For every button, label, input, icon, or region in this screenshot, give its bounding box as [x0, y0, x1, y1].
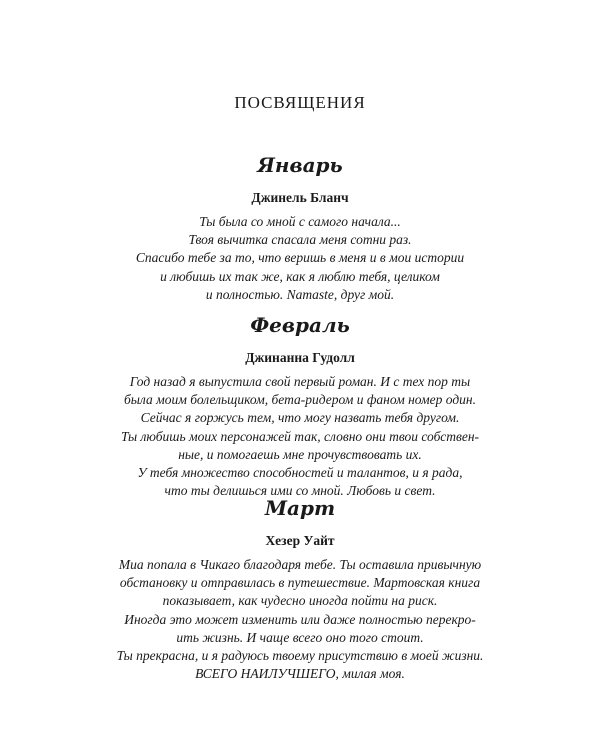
text-line: Спасибо тебе за то, что веришь в меня и в мои истории [135, 250, 465, 266]
text-line: Ты прекрасна, и я радуюсь твоему присутствию в моей жизни. [116, 648, 484, 664]
dedication-text [0, 556, 600, 683]
text-line: была моим болельщиком, бета-ридером и фаном номер один. [124, 392, 476, 408]
text-line: Иногда это может изменить или даже полностью перекро- [124, 611, 476, 627]
text-line: ВСЕГО НАИЛУЧШЕГО, милая моя. [195, 666, 405, 682]
dedication-section-february [0, 313, 600, 500]
text-line: Миа попала в Чикаго благодаря тебе. Ты оставила привычную [118, 557, 482, 572]
month-heading: Март [264, 496, 336, 520]
text-line: и полностью. Namaste, друг мой. [205, 286, 395, 302]
text-line: Твоя вычитка спасала меня сотни раз. [188, 232, 412, 248]
person-name: Джинанна Гудолл [245, 350, 355, 365]
text-line: У тебя множество способностей и талантов, и я рада, [137, 465, 463, 481]
text-line: показывает, как чудесно иногда пойти на риск. [162, 593, 438, 609]
dedication-section-march [0, 496, 600, 683]
dedication-text [0, 213, 600, 304]
text-line: Год назад я выпустила свой первый роман. И с тех пор ты [129, 374, 471, 389]
text-line: Ты любишь моих персонажей так, словно они твои собствен- [120, 428, 480, 444]
person-name: Джинель Бланч [251, 190, 349, 205]
month-heading: Январь [257, 153, 343, 177]
text-line: ные, и помогаешь мне прочувствовать их. [178, 446, 422, 462]
page-title: ПОСВЯЩЕНИЯ [234, 93, 366, 112]
text-line: Сейчас я горжусь тем, что могу назвать тебя другом. [140, 410, 460, 426]
dedication-text [0, 373, 600, 500]
text-line: что ты делишься ими со мной. Любовь и свет. [164, 483, 436, 499]
person-name: Хезер Уайт [265, 533, 335, 548]
text-line: обстановку и отправилась в путешествие. Мартовская книга [119, 575, 481, 591]
text-line: ить жизнь. И чаще всего оно того стоит. [176, 629, 424, 645]
month-heading: Февраль [250, 313, 350, 337]
text-line: и любишь их так же, как я люблю тебя, целиком [160, 268, 440, 284]
dedication-section-january [0, 153, 600, 304]
text-line: Ты была со мной с самого начала... [199, 214, 401, 229]
